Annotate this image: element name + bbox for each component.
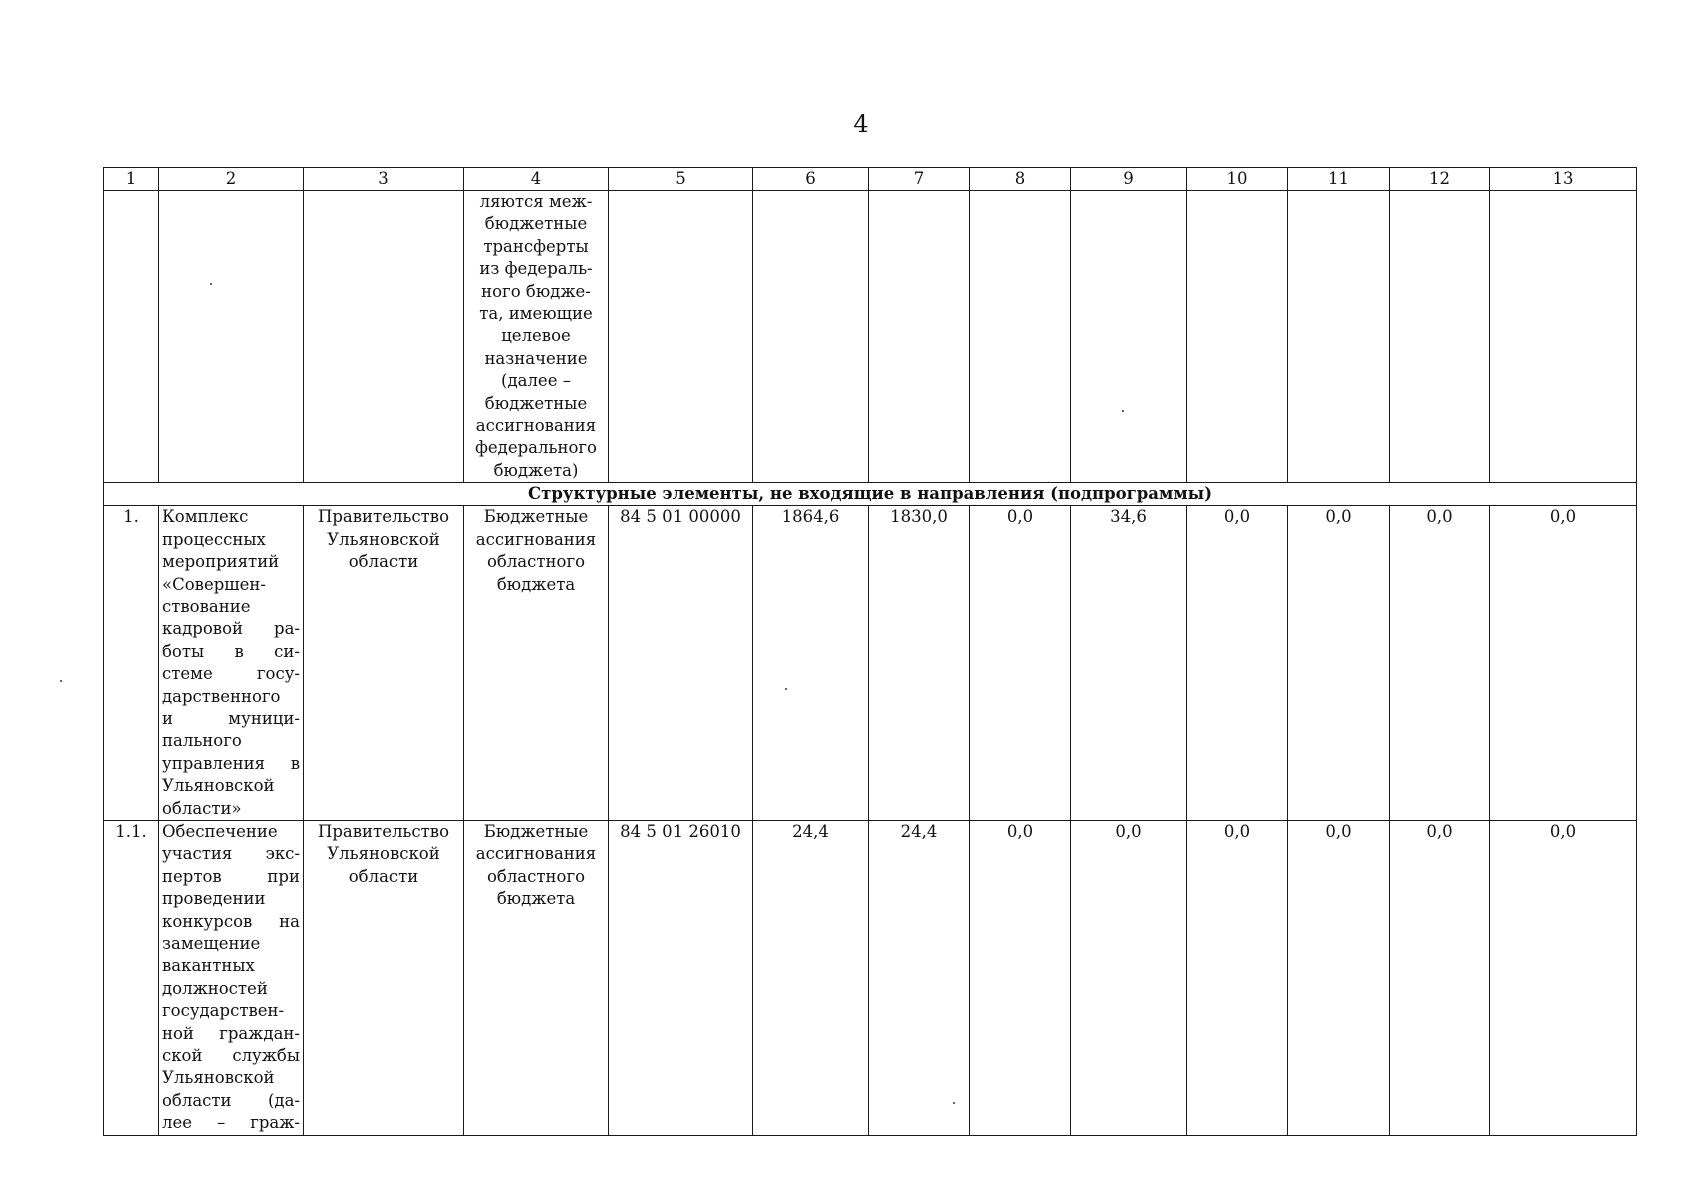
text-line: Ульяновской xyxy=(162,1068,275,1088)
value-cell: 24,4 xyxy=(869,820,970,1135)
table-cell xyxy=(970,191,1071,483)
text-line: бюджета xyxy=(496,574,576,594)
budget-code-cell: 84 5 01 00000 xyxy=(609,506,753,821)
table-cell xyxy=(159,191,304,483)
text-line: проведении xyxy=(162,889,266,909)
value-cell: 0,0 xyxy=(1187,820,1288,1135)
text-line: Ульяновской xyxy=(327,529,440,549)
value-cell: 0,0 xyxy=(1390,820,1490,1135)
text-line: вакантных xyxy=(162,956,255,976)
value-cell: 0,0 xyxy=(970,820,1071,1135)
value-cell: 0,0 xyxy=(1071,820,1187,1135)
text-line: та, имеющие xyxy=(479,304,593,324)
text-line: Бюджетные xyxy=(483,507,589,527)
value-cell: 34,6 xyxy=(1071,506,1187,821)
funding-source-cell xyxy=(464,820,609,1135)
text-line: из федераль- xyxy=(479,259,593,279)
text-line: бюджета xyxy=(496,889,576,909)
header-cell: 3 xyxy=(304,168,464,191)
scan-speck xyxy=(60,680,62,682)
text-line: государствен- xyxy=(162,1001,285,1021)
table-cell xyxy=(753,191,869,483)
header-cell: 6 xyxy=(753,168,869,191)
text-line: ствование xyxy=(162,596,251,616)
header-row xyxy=(104,168,1637,191)
section-title: Структурные элементы, не входящие в направления (подпрограммы) xyxy=(104,483,1637,506)
value-cell: 0,0 xyxy=(1288,506,1390,821)
header-cell: 11 xyxy=(1288,168,1390,191)
value-cell: 0,0 xyxy=(1288,820,1390,1135)
text-line: областного xyxy=(486,866,586,886)
text-line: боты в си- xyxy=(162,641,300,661)
value-cell: 24,4 xyxy=(753,820,869,1135)
measure-name-cell xyxy=(159,506,304,821)
text-line: назначение xyxy=(484,348,588,368)
text-line: участия экс- xyxy=(162,844,300,864)
text-line: трансферты xyxy=(483,236,589,256)
table-cell xyxy=(869,191,970,483)
text-line: «Совершен- xyxy=(162,574,266,594)
text-line: дарственного xyxy=(162,686,281,706)
text-line: ской службы xyxy=(162,1046,300,1066)
text-line: процессных xyxy=(162,529,266,549)
funding-source-cell xyxy=(464,191,609,483)
text-line: кадровой ра- xyxy=(162,619,300,639)
budget-code-cell: 84 5 01 26010 xyxy=(609,820,753,1135)
value-cell: 0,0 xyxy=(1490,820,1637,1135)
text-line: бюджета) xyxy=(493,460,579,480)
text-line: ного бюдже- xyxy=(481,281,591,301)
text-line: бюджетные xyxy=(484,214,588,234)
text-line: области (да- xyxy=(162,1090,300,1110)
measure-name-cell xyxy=(159,820,304,1135)
funding-source-cell xyxy=(464,506,609,821)
text-line: области xyxy=(348,866,419,886)
text-line: области» xyxy=(162,798,242,818)
header-cell: 9 xyxy=(1071,168,1187,191)
text-line: пертов при xyxy=(162,866,300,886)
table-cell xyxy=(104,191,159,483)
text-line: Ульяновской xyxy=(327,844,440,864)
header-cell: 10 xyxy=(1187,168,1288,191)
text-line: должностей xyxy=(162,978,268,998)
table-cell xyxy=(1071,191,1187,483)
text-line: областного xyxy=(486,552,586,572)
row-number: 1. xyxy=(104,506,159,821)
text-line: Правительство xyxy=(317,507,450,527)
value-cell: 1830,0 xyxy=(869,506,970,821)
text-line: Правительство xyxy=(317,821,450,841)
value-cell: 1864,6 xyxy=(753,506,869,821)
table-cell xyxy=(1490,191,1637,483)
continuation-row xyxy=(104,191,1637,483)
text-line: Обеспечение xyxy=(162,821,278,841)
header-cell: 7 xyxy=(869,168,970,191)
text-line: Ульяновской xyxy=(162,776,275,796)
header-cell: 8 xyxy=(970,168,1071,191)
page-number: 4 xyxy=(853,110,869,138)
text-line: стеме госу- xyxy=(162,664,300,684)
text-line: целевое xyxy=(501,326,571,346)
table-row xyxy=(104,820,1637,1135)
table-cell xyxy=(609,191,753,483)
table-cell xyxy=(1390,191,1490,483)
executor-cell xyxy=(304,506,464,821)
text-line: ной граждан- xyxy=(162,1023,300,1043)
table-row xyxy=(104,506,1637,821)
value-cell: 0,0 xyxy=(970,506,1071,821)
text-line: области xyxy=(348,552,419,572)
text-line: мероприятий xyxy=(162,552,280,572)
text-line: ассигнования xyxy=(475,844,597,864)
value-cell: 0,0 xyxy=(1187,506,1288,821)
text-line: федерального xyxy=(475,438,597,458)
value-cell: 0,0 xyxy=(1390,506,1490,821)
text-line: Бюджетные xyxy=(483,821,589,841)
table-cell xyxy=(1288,191,1390,483)
text-line: лее – граж- xyxy=(162,1113,300,1133)
header-cell: 4 xyxy=(464,168,609,191)
header-cell: 2 xyxy=(159,168,304,191)
table-cell xyxy=(1187,191,1288,483)
row-number: 1.1. xyxy=(104,820,159,1135)
value-cell: 0,0 xyxy=(1490,506,1637,821)
text-line: конкурсов на xyxy=(162,911,300,931)
table-cell xyxy=(304,191,464,483)
header-cell: 13 xyxy=(1490,168,1637,191)
text-line: Комплекс xyxy=(162,507,249,527)
text-line: (далее – xyxy=(501,371,571,391)
text-line: замещение xyxy=(162,934,261,953)
budget-table xyxy=(103,167,1637,1136)
header-cell: 5 xyxy=(609,168,753,191)
executor-cell xyxy=(304,820,464,1135)
text-line: ляются меж- xyxy=(479,192,593,211)
text-line: ассигнования xyxy=(475,529,597,549)
section-header-row xyxy=(104,483,1637,506)
header-cell: 1 xyxy=(104,168,159,191)
text-line: ассигнования xyxy=(475,416,597,436)
text-line: и муници- xyxy=(162,708,300,728)
text-line: пального xyxy=(162,731,242,751)
header-cell: 12 xyxy=(1390,168,1490,191)
text-line: управления в xyxy=(162,753,300,773)
text-line: бюджетные xyxy=(484,393,588,413)
